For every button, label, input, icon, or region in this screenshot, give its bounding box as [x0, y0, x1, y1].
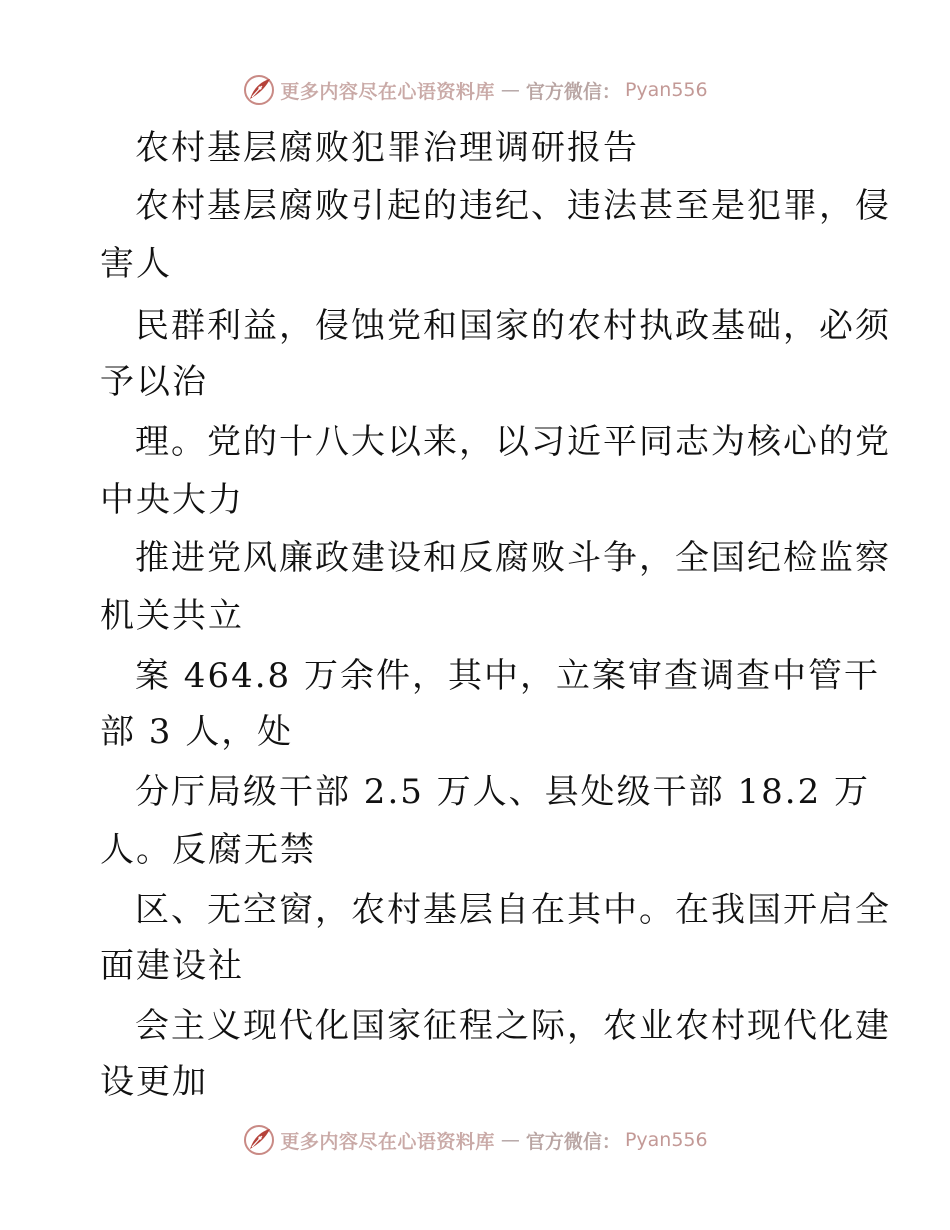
pen-nib-logo-icon [242, 73, 276, 107]
paragraph-line: 设更加 [100, 1062, 208, 1102]
paragraph-line: 面建设社 [100, 946, 244, 986]
paragraph-line: 区、无空窗，农村基层自在其中。在我国开启全 [135, 890, 891, 930]
watermark-wechat-id: Pyan556 [624, 1129, 708, 1151]
paragraph-line: 予以治 [100, 362, 208, 402]
header-watermark-inner [242, 73, 707, 107]
paragraph-line: 推进党风廉政建设和反腐败斗争，全国纪检监察 [135, 538, 891, 578]
watermark-site-text: 更多内容尽在心语资料库 [280, 1130, 495, 1153]
paragraph-line: 人。反腐无禁 [100, 830, 316, 870]
watermark-wechat-label: 官方微信： [525, 80, 621, 103]
paragraph-line: 分厅局级干部 2.5 万人、县处级干部 18.2 万 [135, 772, 871, 812]
paragraph-line: 民群利益，侵蚀党和国家的农村执政基础，必须 [135, 306, 891, 346]
paragraph-line: 中央大力 [100, 480, 244, 520]
pen-nib-logo-icon [242, 1123, 276, 1157]
watermark-separator: — [500, 79, 520, 101]
watermark-wechat-id: Pyan556 [624, 79, 708, 101]
header-watermark [0, 70, 950, 110]
document-title: 农村基层腐败犯罪治理调研报告 [135, 128, 639, 168]
paragraph-line: 理。党的十八大以来，以习近平同志为核心的党 [135, 422, 891, 462]
watermark-separator: — [500, 1129, 520, 1151]
paragraph-line: 案 464.8 万余件，其中，立案审查调查中管干 [135, 656, 880, 696]
paragraph-line: 机关共立 [100, 596, 244, 636]
paragraph-line: 害人 [100, 244, 172, 284]
watermark-wechat-label: 官方微信： [525, 1130, 621, 1153]
footer-watermark [0, 1120, 950, 1160]
footer-watermark-inner [242, 1123, 707, 1157]
paragraph-line: 会主义现代化国家征程之际，农业农村现代化建 [135, 1006, 891, 1046]
paragraph-line: 农村基层腐败引起的违纪、违法甚至是犯罪，侵 [135, 186, 891, 226]
paragraph-line: 部 3 人，处 [100, 712, 294, 752]
watermark-site-text: 更多内容尽在心语资料库 [280, 80, 495, 103]
